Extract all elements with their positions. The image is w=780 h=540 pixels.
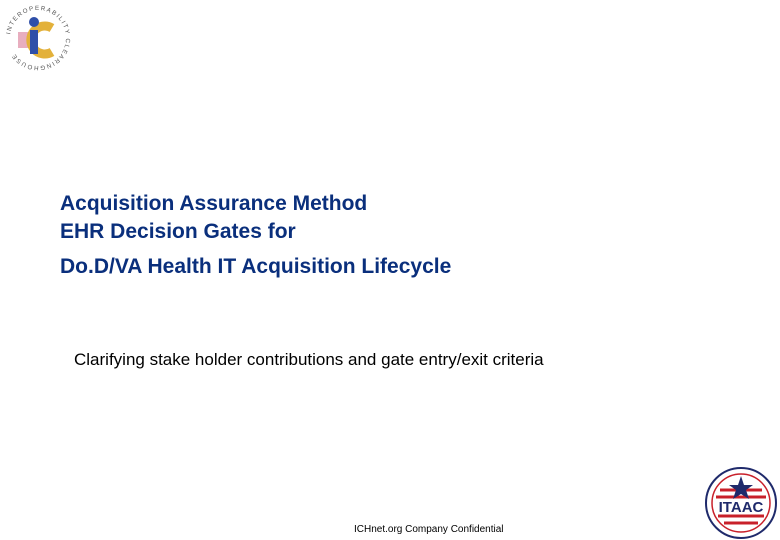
slide-title: [60, 190, 451, 281]
title-line-1: Acquisition Assurance Method: [60, 192, 368, 215]
footer-confidential: ICHnet.org Company Confidential: [354, 524, 504, 535]
itaac-logo-text: ITAAC: [718, 499, 764, 516]
svg-text:INTEROPERABILITY CLEARINGHOUSE: INTEROPERABILITY CLEARINGHOUSE: [5, 4, 72, 72]
slide-subtitle: Clarifying stake holder contributions and gate entry/exit criteria: [74, 350, 544, 369]
title-line-3: Do.D/VA Health IT Acquisition Lifecycle: [60, 255, 452, 278]
interoperability-clearinghouse-logo: [2, 2, 74, 74]
title-line-2: EHR Decision Gates for: [60, 220, 296, 243]
itaac-seal-logo: [704, 466, 778, 540]
